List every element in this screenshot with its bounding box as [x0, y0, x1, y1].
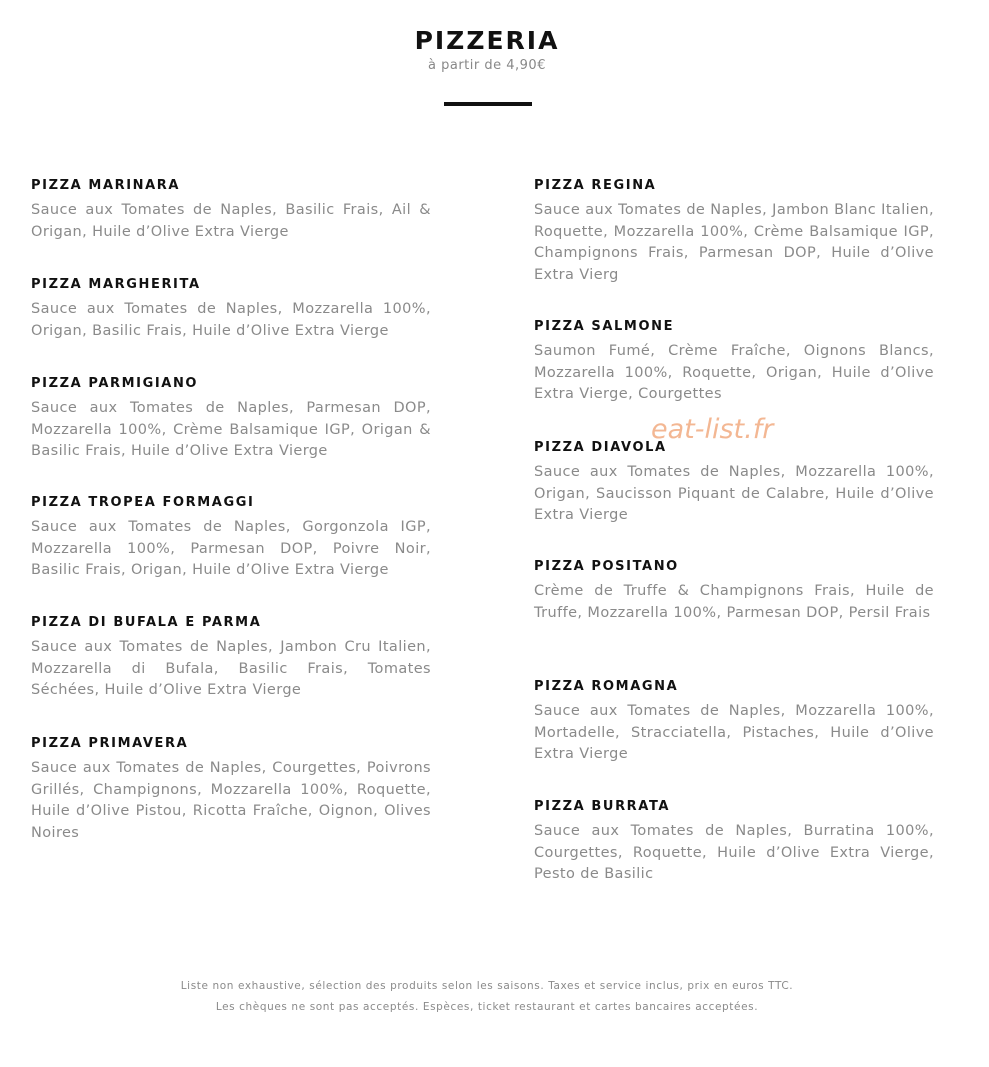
menu-item-description: Sauce aux Tomates de Naples, Mozzarella 100%, Mortadelle, Stracciatella, Pistaches, Huile d’Olive Extra Vierge [534, 703, 934, 762]
menu-item-primavera [31, 736, 431, 844]
footer-note: Liste non exhaustive, sélection des produits selon les saisons. Taxes et service inclus, prix en euros TTC. [180, 980, 794, 992]
menu-item-diavola [534, 440, 934, 527]
menu-item-tropea-formaggi [31, 495, 431, 582]
menu-item-description: Sauce aux Tomates de Naples, Mozzarella 100%, Origan, Saucisson Piquant de Calabre, Huile d’Olive Extra Vierge [534, 464, 934, 523]
menu-item-description: Saumon Fumé, Crème Fraîche, Oignons Blancs, Mozzarella 100%, Roquette, Origan, Huile d’Olive Extra Vierge, Courgettes [534, 343, 934, 402]
menu-item-romagna [534, 679, 934, 766]
title-divider [444, 102, 532, 106]
menu-item-name: PIZZA PRIMAVERA [31, 736, 189, 751]
page-title: PIZZERIA [414, 26, 560, 55]
watermark: eat-list.fr [651, 414, 774, 445]
menu-item-regina [534, 178, 934, 286]
menu-item-marinara [31, 178, 431, 243]
menu-item-di-bufala-e-parma [31, 615, 431, 702]
menu-item-description: Sauce aux Tomates de Naples, Mozzarella 100%, Origan, Basilic Frais, Huile d’Olive Extra Vierge [31, 301, 431, 339]
menu-item-description: Sauce aux Tomates de Naples, Courgettes, Poivrons Grillés, Champignons, Mozzarella 100%, Roquette, Huile d’Olive Pistou, Ricotta Fraîche, Oignon, Olives Noires [31, 760, 431, 841]
menu-item-positano [534, 559, 934, 624]
menu-item-salmone [534, 319, 934, 406]
menu-item-name: PIZZA MARINARA [31, 178, 181, 193]
menu-item-margherita [31, 277, 431, 342]
menu-item-description: Sauce aux Tomates de Naples, Gorgonzola IGP, Mozzarella 100%, Parmesan DOP, Poivre Noir, Basilic Frais, Origan, Huile d’Olive Extra Vierge [31, 519, 431, 578]
menu-item-description: Sauce aux Tomates de Naples, Parmesan DOP, Mozzarella 100%, Crème Balsamique IGP, Origan & Basilic Frais, Huile d’Olive Extra Vierge [31, 400, 431, 459]
menu-item-name: PIZZA DIAVOLA [534, 440, 667, 455]
menu-item-name: PIZZA BURRATA [534, 799, 671, 814]
menu-item-name: PIZZA POSITANO [534, 559, 679, 574]
footer-payment-note: Les chèques ne sont pas acceptés. Espèces, ticket restaurant et cartes bancaires acceptées. [215, 1001, 759, 1013]
menu-item-description: Sauce aux Tomates de Naples, Burratina 100%, Courgettes, Roquette, Huile d’Olive Extra Vierge, Pesto de Basilic [534, 823, 934, 882]
menu-item-name: PIZZA TROPEA FORMAGGI [31, 495, 255, 510]
menu-item-burrata [534, 799, 934, 886]
menu-item-name: PIZZA MARGHERITA [31, 277, 201, 292]
menu-item-name: PIZZA DI BUFALA E PARMA [31, 615, 262, 630]
menu-item-parmigiano [31, 376, 431, 463]
menu-item-description: Crème de Truffe & Champignons Frais, Huile de Truffe, Mozzarella 100%, Parmesan DOP, Persil Frais [534, 583, 934, 621]
page-subtitle: à partir de 4,90€ [428, 58, 546, 73]
menu-item-name: PIZZA SALMONE [534, 319, 675, 334]
menu-item-name: PIZZA ROMAGNA [534, 679, 679, 694]
menu-item-description: Sauce aux Tomates de Naples, Jambon Cru Italien, Mozzarella di Bufala, Basilic Frais, Tomates Séchées, Huile d’Olive Extra Vierge [31, 639, 431, 698]
menu-item-description: Sauce aux Tomates de Naples, Basilic Frais, Ail & Origan, Huile d’Olive Extra Vierge [31, 202, 431, 240]
menu-item-name: PIZZA PARMIGIANO [31, 376, 199, 391]
menu-item-description: Sauce aux Tomates de Naples, Jambon Blanc Italien, Roquette, Mozzarella 100%, Crème Balsamique IGP, Champignons Frais, Parmesan DOP, Huile d’Olive Extra Vierg [534, 202, 934, 283]
menu-item-name: PIZZA REGINA [534, 178, 657, 193]
